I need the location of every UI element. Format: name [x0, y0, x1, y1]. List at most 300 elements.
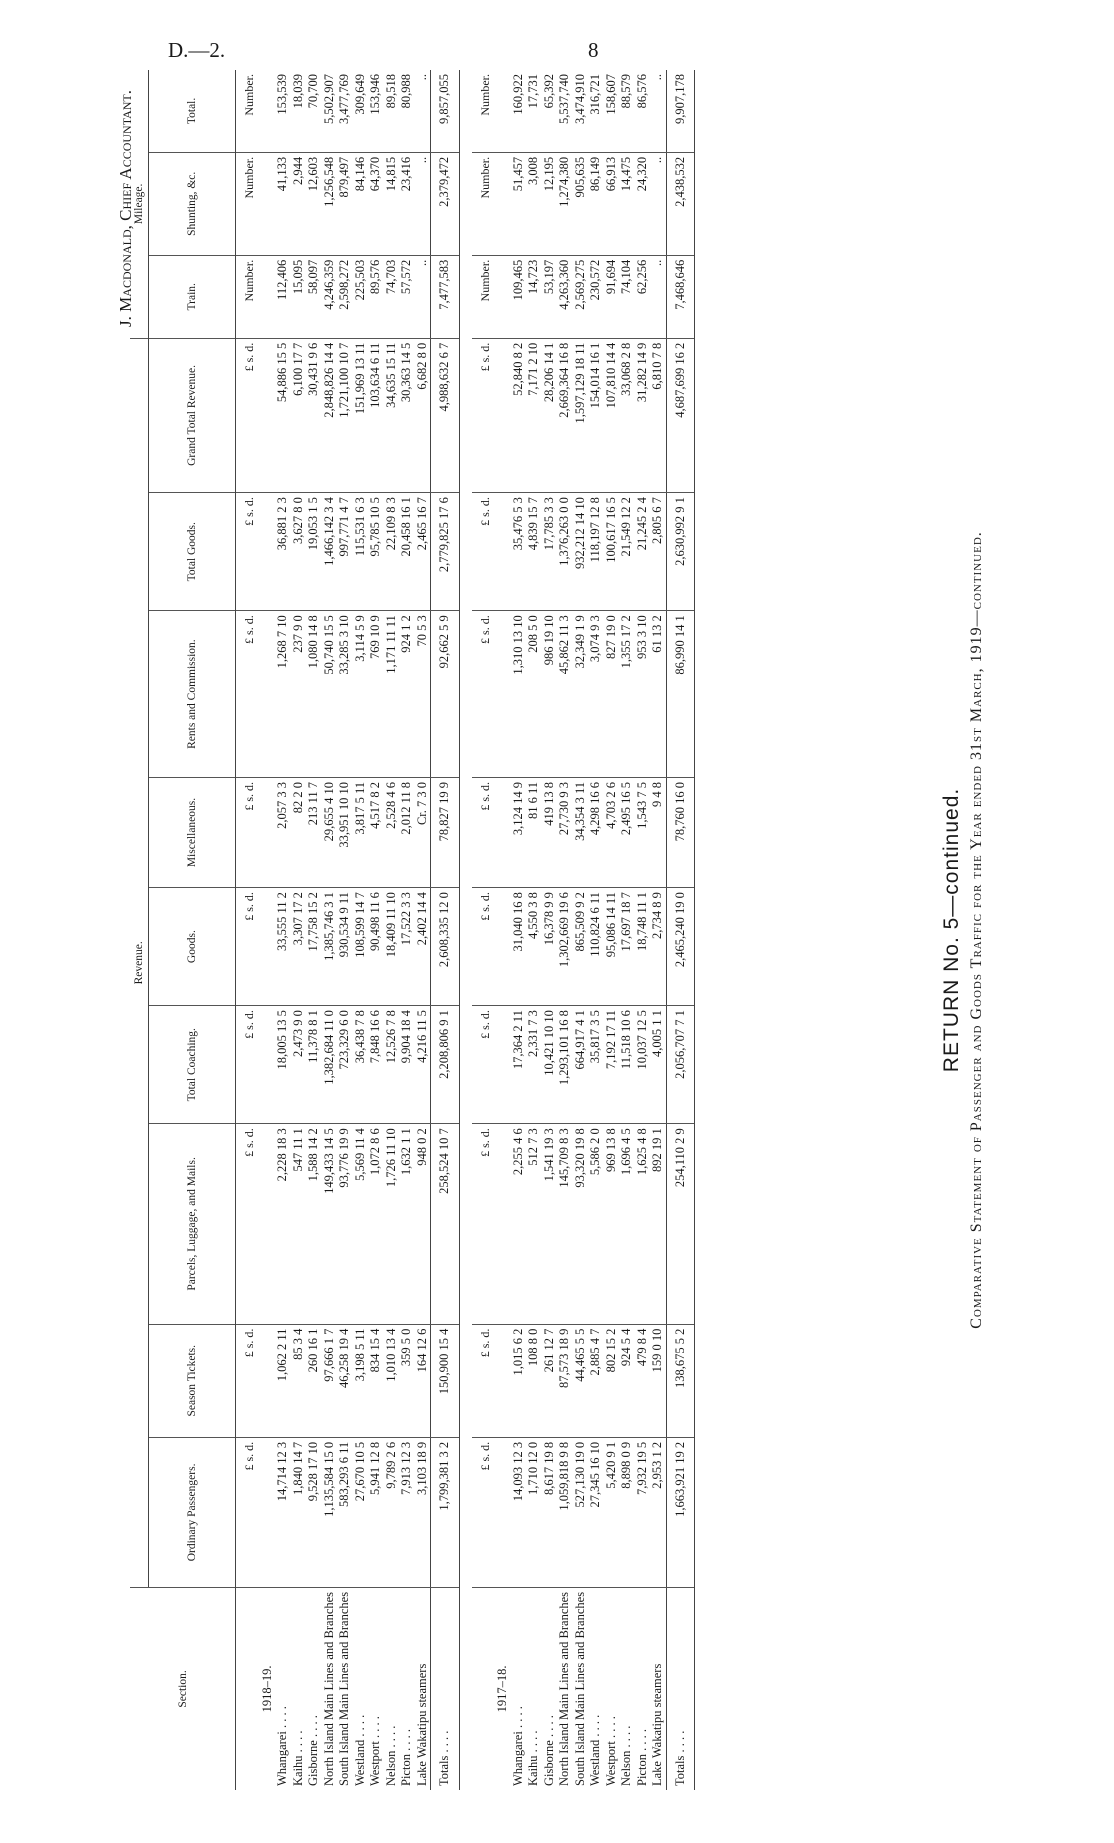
cell-season: 87,573 18 9 — [557, 1324, 573, 1437]
table-row — [650, 70, 666, 1790]
cell-ordinary: 583,293 6 11 — [337, 1437, 353, 1587]
blank-cell — [493, 493, 511, 611]
table-row — [557, 70, 573, 1790]
cell-total: 153,539 — [275, 74, 289, 115]
cell-rents: 986 19 10 — [542, 611, 558, 778]
cell-coaching: 10,421 10 10 — [542, 1006, 558, 1124]
blank-cell — [258, 152, 276, 255]
cell-train: 230,572 — [588, 255, 604, 338]
total-goods: 2,465,240 19 0 — [666, 888, 695, 1006]
table-row — [322, 70, 338, 1790]
blank-cell — [258, 1437, 276, 1587]
blank-cell — [258, 70, 276, 152]
cell-train: 89,576 — [368, 255, 384, 338]
cell-total-goods: 35,476 5 3 — [511, 493, 527, 611]
cell-parcels: 5,586 2 0 — [588, 1124, 604, 1324]
total-ordinary: 1,799,381 3 2 — [431, 1437, 460, 1587]
section-name: Lake Wakatipu steamers — [650, 1587, 666, 1790]
cell-shunting: 905,635 — [573, 152, 589, 255]
total-rents: 92,662 5 9 — [431, 611, 460, 778]
page-reference: D.—2. — [168, 38, 226, 62]
total-misc: 78,827 19 9 — [431, 777, 460, 887]
col-goods: Goods. — [149, 888, 236, 1006]
blank-cell — [493, 152, 511, 255]
table-row — [511, 70, 527, 1790]
cell-rents: 50,740 15 5 — [322, 611, 338, 778]
cell-grand-total: 34,635 15 11 — [384, 338, 400, 492]
cell-parcels: 948 0 2 — [415, 1124, 431, 1324]
cell-ordinary: 3,103 18 9 — [415, 1437, 431, 1587]
cell-grand-total: 154,014 16 1 — [588, 338, 604, 492]
cell-coaching: 12,526 7 8 — [384, 1006, 400, 1124]
cell-shunting: 41,133 — [275, 152, 291, 255]
cell-misc: 3,124 14 9 — [511, 777, 527, 887]
cell-total-goods: 19,053 1 5 — [306, 493, 322, 611]
cell-shunting: 1,256,548 — [322, 152, 338, 255]
cell-parcels: 2,228 18 3 — [275, 1124, 291, 1324]
blank-cell — [493, 888, 511, 1006]
cell-ordinary: 5,420 9 1 — [604, 1437, 620, 1587]
section-name: Nelson . . . . — [384, 1587, 400, 1790]
cell-parcels: 1,625 4 8 — [635, 1124, 651, 1324]
total-parcels: 258,524 10 7 — [431, 1124, 460, 1324]
totals-label: Totals . . . . — [431, 1587, 460, 1790]
cell-grand-total: 30,431 9 6 — [306, 338, 322, 492]
table-row — [399, 70, 415, 1790]
cell-coaching: 36,438 7 8 — [353, 1006, 369, 1124]
col-total: Total. — [149, 70, 236, 152]
cell-season: 834 15 4 — [368, 1324, 384, 1437]
blank-cell — [258, 255, 276, 338]
cell-shunting: 1,274,380 — [557, 152, 573, 255]
cell-misc: 9 4 8 — [650, 777, 666, 887]
total-season: 138,675 5 2 — [666, 1324, 695, 1437]
cell-total: 65,392 — [541, 74, 556, 109]
cell-misc: 1,543 7 5 — [635, 777, 651, 887]
group-mileage: Mileage. — [130, 70, 149, 338]
section-name: Lake Wakatipu steamers — [415, 1587, 431, 1790]
section-name: Westland . . . . — [353, 1587, 369, 1790]
cell-total: 5,502,907 — [321, 74, 336, 124]
table-row — [619, 70, 635, 1790]
cell-coaching: 11,518 10 6 — [619, 1006, 635, 1124]
cell-misc: 4,298 16 6 — [588, 777, 604, 887]
cell-coaching: 11,378 8 1 — [306, 1006, 322, 1124]
cell-total-goods: 2,465 16 7 — [415, 493, 431, 611]
cell-rents: 70 5 3 — [415, 611, 431, 778]
cell-goods: 1,302,669 19 6 — [557, 888, 573, 1006]
unit-label: £ s. d. — [236, 888, 258, 1006]
cell-rents: 208 5 0 — [526, 611, 542, 778]
blank-cell — [493, 1324, 511, 1437]
cell-parcels: 512 7 3 — [526, 1124, 542, 1324]
cell-rents: 953 3 10 — [635, 611, 651, 778]
cell-ordinary: 14,714 12 3 — [275, 1437, 291, 1587]
cell-grand-total: 31,282 14 9 — [635, 338, 651, 492]
col-train: Train. — [149, 255, 236, 338]
unit-label: £ s. d. — [236, 777, 258, 887]
cell-coaching: 18,005 13 5 — [275, 1006, 291, 1124]
cell-rents: 3,074 9 3 — [588, 611, 604, 778]
cell-grand-total: 30,363 14 5 — [399, 338, 415, 492]
cell-total: 158,607 — [603, 74, 618, 115]
cell-train: 2,569,275 — [573, 255, 589, 338]
totals-label: Totals . . . . — [666, 1587, 695, 1790]
total-ordinary: 1,663,921 19 2 — [666, 1437, 695, 1587]
cell-ordinary: 527,130 19 0 — [573, 1437, 589, 1587]
unit-label: £ s. d. — [236, 1437, 258, 1587]
section-name: Westland . . . . — [588, 1587, 604, 1790]
cell-train: 58,097 — [306, 255, 322, 338]
cell-grand-total: 1,597,129 18 11 — [573, 338, 589, 492]
cell-goods: 17,697 18 7 — [619, 888, 635, 1006]
total-coaching: 2,056,707 7 1 — [666, 1006, 695, 1124]
total-shunting: 2,438,532 — [666, 152, 695, 255]
unit-label: £ s. d. — [472, 1437, 494, 1587]
cell-ordinary: 1,710 12 0 — [526, 1437, 542, 1587]
cell-grand-total: 7,171 2 10 — [526, 338, 542, 492]
cell-rents: 61 13 2 — [650, 611, 666, 778]
cell-grand-total: 103,634 6 11 — [368, 338, 384, 492]
unit-label: £ s. d. — [472, 611, 494, 778]
cell-parcels: 149,433 14 5 — [322, 1124, 338, 1324]
table-row — [353, 70, 369, 1790]
return-title: RETURN No. 5—continued. — [940, 787, 963, 1073]
cell-coaching: 7,192 17 11 — [604, 1006, 620, 1124]
cell-total-goods: 95,785 10 5 — [368, 493, 384, 611]
blank-cell — [258, 777, 276, 887]
cell-train: 4,246,359 — [322, 255, 338, 338]
cell-parcels: 1,726 11 10 — [384, 1124, 400, 1324]
unit-label: Number. — [236, 152, 258, 255]
total-total: 9,907,178 — [666, 70, 695, 152]
cell-train: 15,095 — [291, 255, 307, 338]
cell-coaching: 9,904 18 4 — [399, 1006, 415, 1124]
cell-train: .. — [650, 255, 666, 338]
page-number: 8 — [588, 38, 599, 62]
cell-ordinary: 8,617 19 8 — [542, 1437, 558, 1587]
cell-grand-total: 2,848,826 14 4 — [322, 338, 338, 492]
total-season: 150,900 15 4 — [431, 1324, 460, 1437]
cell-total: 88,579 — [619, 74, 633, 109]
col-coaching: Total Coaching. — [149, 1006, 236, 1124]
units-row — [472, 70, 494, 1790]
period-gap — [459, 70, 472, 1790]
total-rents: 86,990 14 1 — [666, 611, 695, 778]
blank-cell — [493, 338, 511, 492]
cell-rents: 237 9 0 — [291, 611, 307, 778]
cell-shunting: 14,815 — [384, 152, 400, 255]
cell-ordinary: 7,932 19 5 — [635, 1437, 651, 1587]
cell-goods: 18,748 11 1 — [635, 888, 651, 1006]
cell-total: 309,649 — [352, 74, 367, 115]
blank-cell — [258, 611, 276, 778]
cell-season: 108 8 0 — [526, 1324, 542, 1437]
year-label: 1917–18. — [493, 1587, 511, 1790]
total-total: 9,857,055 — [431, 70, 460, 152]
unit-label: £ s. d. — [472, 338, 494, 492]
cell-train: 91,694 — [604, 255, 620, 338]
cell-total-goods: 17,785 3 3 — [542, 493, 558, 611]
unit-label: £ s. d. — [236, 1006, 258, 1124]
section-name: Whangarei . . . . — [511, 1587, 527, 1790]
total-grand-total: 4,988,632 6 7 — [431, 338, 460, 492]
total-total-goods: 2,779,825 17 6 — [431, 493, 460, 611]
cell-parcels: 1,072 8 6 — [368, 1124, 384, 1324]
group-revenue: Revenue. — [130, 338, 149, 1587]
cell-coaching: 7,848 16 6 — [368, 1006, 384, 1124]
table-row — [526, 70, 542, 1790]
cell-rents: 32,349 1 9 — [573, 611, 589, 778]
cell-ordinary: 9,528 17 10 — [306, 1437, 322, 1587]
cell-misc: 213 11 7 — [306, 777, 322, 887]
cell-shunting: .. — [650, 152, 666, 255]
signature: J. Macdonald, Chief Accountant. — [116, 90, 135, 327]
cell-coaching: 1,293,101 16 8 — [557, 1006, 573, 1124]
total-parcels: 254,110 2 9 — [666, 1124, 695, 1324]
cell-ordinary: 8,898 0 9 — [619, 1437, 635, 1587]
cell-season: 97,666 1 7 — [322, 1324, 338, 1437]
cell-coaching: 664,917 4 1 — [573, 1006, 589, 1124]
cell-misc: 3,817 5 11 — [353, 777, 369, 887]
totals-row — [431, 70, 460, 1790]
cell-total: 160,922 — [510, 74, 525, 115]
cell-parcels: 1,541 19 3 — [542, 1124, 558, 1324]
total-total-goods: 2,630,992 9 1 — [666, 493, 695, 611]
table-row — [635, 70, 651, 1790]
cell-goods: 2,734 8 9 — [650, 888, 666, 1006]
unit-label: £ s. d. — [236, 611, 258, 778]
gap-cell — [459, 70, 472, 1790]
section-name: North Island Main Lines and Branches — [322, 1587, 338, 1790]
cell-rents: 1,310 13 10 — [511, 611, 527, 778]
cell-shunting: 14,475 — [619, 152, 635, 255]
cell-rents: 3,114 5 9 — [353, 611, 369, 778]
cell-parcels: 547 11 1 — [291, 1124, 307, 1324]
cell-season: 164 12 6 — [415, 1324, 431, 1437]
table-row — [573, 70, 589, 1790]
cell-goods: 4,550 3 8 — [526, 888, 542, 1006]
cell-total: 17,731 — [526, 74, 540, 109]
cell-season: 46,258 19 4 — [337, 1324, 353, 1437]
section-name: Kaihu . . . . — [291, 1587, 307, 1790]
total-train: 7,477,583 — [431, 255, 460, 338]
cell-total-goods: 3,627 8 0 — [291, 493, 307, 611]
cell-season: 261 12 7 — [542, 1324, 558, 1437]
unit-label: £ s. d. — [472, 1124, 494, 1324]
unit-label: £ s. d. — [472, 493, 494, 611]
year-row — [258, 70, 276, 1790]
table-row — [604, 70, 620, 1790]
cell-total-goods: 1,466,142 3 4 — [322, 493, 338, 611]
cell-rents: 1,080 14 8 — [306, 611, 322, 778]
cell-train: 112,406 — [275, 255, 291, 338]
cell-total: .. — [650, 74, 664, 81]
cell-misc: 4,517 8 2 — [368, 777, 384, 887]
cell-total-goods: 36,881 2 3 — [275, 493, 291, 611]
traffic-table — [130, 70, 695, 1790]
cell-ordinary: 14,093 12 3 — [511, 1437, 527, 1587]
cell-misc: 82 2 0 — [291, 777, 307, 887]
cell-grand-total: 151,969 13 11 — [353, 338, 369, 492]
cell-grand-total: 2,669,364 16 8 — [557, 338, 573, 492]
cell-total: 70,700 — [306, 74, 320, 109]
cell-total: .. — [414, 74, 429, 81]
cell-total: 3,477,769 — [337, 74, 351, 124]
section-name: Gisborne . . . . — [306, 1587, 322, 1790]
cell-shunting: 64,370 — [368, 152, 384, 255]
cell-grand-total: 52,840 8 2 — [511, 338, 527, 492]
cell-rents: 45,862 11 3 — [557, 611, 573, 778]
section-name: Whangarei . . . . — [275, 1587, 291, 1790]
section-name: Picton . . . . — [399, 1587, 415, 1790]
cell-grand-total: 33,068 2 8 — [619, 338, 635, 492]
cell-season: 3,198 5 11 — [353, 1324, 369, 1437]
cell-ordinary: 7,913 12 3 — [399, 1437, 415, 1587]
total-grand-total: 4,687,699 16 2 — [666, 338, 695, 492]
cell-goods: 1,385,746 3 1 — [322, 888, 338, 1006]
cell-total-goods: 1,376,263 0 0 — [557, 493, 573, 611]
cell-ordinary: 1,135,584 15 0 — [322, 1437, 338, 1587]
cell-goods: 3,307 17 2 — [291, 888, 307, 1006]
cell-ordinary: 27,345 16 10 — [588, 1437, 604, 1587]
blank-cell — [258, 493, 276, 611]
section-name: South Island Main Lines and Branches — [573, 1587, 589, 1790]
unit-label: Number. — [472, 152, 494, 255]
units-row — [236, 70, 258, 1790]
cell-goods: 865,509 9 2 — [573, 888, 589, 1006]
unit-label: £ s. d. — [472, 1324, 494, 1437]
cell-parcels: 93,776 19 9 — [337, 1124, 353, 1324]
col-ordinary: Ordinary Passengers. — [149, 1437, 236, 1587]
cell-ordinary: 1,059,818 9 8 — [557, 1437, 573, 1587]
cell-total-goods: 100,617 16 5 — [604, 493, 620, 611]
cell-goods: 2,402 14 4 — [415, 888, 431, 1006]
cell-parcels: 145,709 8 3 — [557, 1124, 573, 1324]
cell-shunting: 12,195 — [542, 152, 558, 255]
cell-misc: 2,528 4 6 — [384, 777, 400, 887]
cell-total-goods: 2,805 6 7 — [650, 493, 666, 611]
cell-shunting: 2,944 — [291, 152, 307, 255]
section-name: Gisborne . . . . — [542, 1587, 558, 1790]
unit-label: £ s. d. — [472, 888, 494, 1006]
blank-cell — [258, 1006, 276, 1124]
unit-label: £ s. d. — [236, 1124, 258, 1324]
cell-train: 62,256 — [635, 255, 651, 338]
cell-total: 316,721 — [588, 74, 602, 115]
cell-season: 802 15 2 — [604, 1324, 620, 1437]
cell-rents: 1,268 7 10 — [275, 611, 291, 778]
cell-ordinary: 5,941 12 8 — [368, 1437, 384, 1587]
blank-cell — [493, 1124, 511, 1324]
cell-total: 3,474,910 — [572, 74, 587, 124]
cell-total: 18,039 — [290, 74, 305, 109]
year-row — [493, 70, 511, 1790]
section-name: Picton . . . . — [635, 1587, 651, 1790]
section-name: North Island Main Lines and Branches — [557, 1587, 573, 1790]
cell-shunting: .. — [415, 152, 431, 255]
cell-train: 14,723 — [526, 255, 542, 338]
cell-coaching: 35,817 3 5 — [588, 1006, 604, 1124]
cell-grand-total: 6,682 8 0 — [415, 338, 431, 492]
cell-total-goods: 932,212 14 10 — [573, 493, 589, 611]
blank-cell — [493, 777, 511, 887]
cell-shunting: 84,146 — [353, 152, 369, 255]
table-row — [368, 70, 384, 1790]
cell-misc: Cr. 7 3 0 — [415, 777, 431, 887]
cell-parcels: 969 13 8 — [604, 1124, 620, 1324]
cell-total-goods: 21,245 2 4 — [635, 493, 651, 611]
col-shunting: Shunting, &c. — [149, 152, 236, 255]
table-row — [291, 70, 307, 1790]
total-misc: 78,760 16 0 — [666, 777, 695, 887]
unit-label: Number. — [242, 74, 256, 116]
unit-label: £ s. d. — [472, 1006, 494, 1124]
totals-row — [666, 70, 695, 1790]
cell-grand-total: 6,100 17 7 — [291, 338, 307, 492]
cell-parcels: 892 19 1 — [650, 1124, 666, 1324]
section-name: South Island Main Lines and Branches — [337, 1587, 353, 1790]
blank-cell — [258, 888, 276, 1006]
cell-train: 4,263,360 — [557, 255, 573, 338]
units-blank — [236, 1587, 258, 1790]
cell-season: 2,885 4 7 — [588, 1324, 604, 1437]
cell-shunting: 51,457 — [511, 152, 527, 255]
cell-rents: 769 10 9 — [368, 611, 384, 778]
cell-ordinary: 9,789 2 6 — [384, 1437, 400, 1587]
cell-season: 159 0 10 — [650, 1324, 666, 1437]
cell-shunting: 879,497 — [337, 152, 353, 255]
total-goods: 2,608,335 12 0 — [431, 888, 460, 1006]
cell-parcels: 1,696 4 5 — [619, 1124, 635, 1324]
cell-train: 225,503 — [353, 255, 369, 338]
cell-ordinary: 2,953 1 2 — [650, 1437, 666, 1587]
cell-grand-total: 28,206 14 1 — [542, 338, 558, 492]
cell-total: 153,946 — [368, 74, 382, 115]
table-row — [542, 70, 558, 1790]
blank-cell — [493, 70, 511, 152]
cell-parcels: 93,320 19 8 — [573, 1124, 589, 1324]
cell-shunting: 12,603 — [306, 152, 322, 255]
units-blank — [472, 1587, 494, 1790]
cell-coaching: 17,364 2 11 — [511, 1006, 527, 1124]
col-grand-total: Grand Total Revenue. — [149, 338, 236, 492]
cell-goods: 108,599 14 7 — [353, 888, 369, 1006]
cell-season: 479 8 4 — [635, 1324, 651, 1437]
cell-coaching: 1,382,684 11 0 — [322, 1006, 338, 1124]
cell-shunting: 24,320 — [635, 152, 651, 255]
cell-shunting: 86,149 — [588, 152, 604, 255]
cell-total-goods: 118,197 12 8 — [588, 493, 604, 611]
unit-label: £ s. d. — [472, 777, 494, 887]
table-row — [588, 70, 604, 1790]
cell-coaching: 4,005 1 1 — [650, 1006, 666, 1124]
col-misc: Miscellaneous. — [149, 777, 236, 887]
cell-goods: 110,824 6 11 — [588, 888, 604, 1006]
cell-total-goods: 21,549 12 2 — [619, 493, 635, 611]
section-name: Nelson . . . . — [619, 1587, 635, 1790]
cell-goods: 95,086 14 11 — [604, 888, 620, 1006]
cell-coaching: 723,329 6 0 — [337, 1006, 353, 1124]
cell-grand-total: 6,810 7 8 — [650, 338, 666, 492]
cell-shunting: 66,913 — [604, 152, 620, 255]
table-row — [306, 70, 322, 1790]
blank-cell — [493, 1437, 511, 1587]
total-train: 7,468,646 — [666, 255, 695, 338]
cell-rents: 924 1 2 — [399, 611, 415, 778]
cell-total: 80,988 — [399, 74, 413, 109]
cell-goods: 16,378 9 9 — [542, 888, 558, 1006]
